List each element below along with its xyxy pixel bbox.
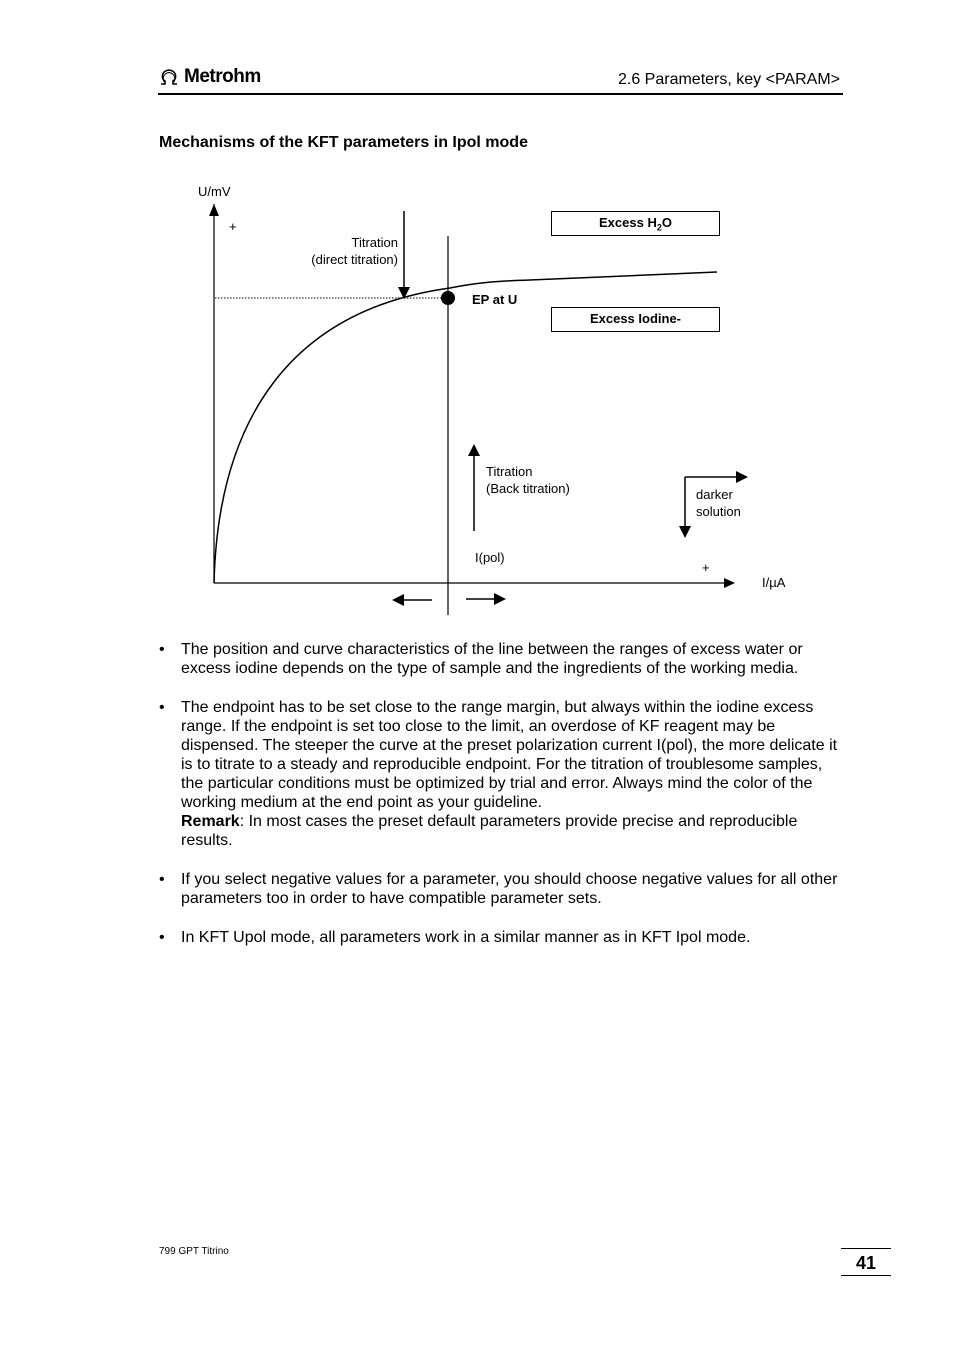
bullet-text: The position and curve characteristics of the line between the ranges of excess water or excess iodine depends on the type of sample and the ingredients of the working media. bbox=[181, 641, 803, 677]
y-axis-label: U/mV bbox=[198, 184, 231, 199]
y-plus-label: + bbox=[229, 219, 237, 234]
x-axis-label: I/µA bbox=[762, 575, 786, 590]
darker-line2: solution bbox=[696, 504, 741, 519]
remark-text: : In most cases the preset default parameters provide precise and reproducible results. bbox=[181, 813, 798, 849]
back-titration-label bbox=[486, 463, 570, 497]
bullet-text: In KFT Upol mode, all parameters work in a similar manner as in KFT Ipol mode. bbox=[181, 929, 751, 946]
bullet-text: If you select negative values for a parameter, you should choose negative values for all other parameters too in order to have compatible parameter sets. bbox=[181, 871, 838, 907]
logo-text: Metrohm bbox=[184, 66, 261, 87]
direct-titration-line1: Titration bbox=[351, 235, 398, 250]
excess-h2o-suffix: O bbox=[661, 215, 672, 230]
footer-device: 799 GPT Titrino bbox=[159, 1246, 229, 1257]
back-titration-arrowhead bbox=[468, 444, 480, 456]
back-titration-line1: Titration bbox=[486, 464, 533, 479]
y-axis-arrowhead bbox=[209, 204, 219, 216]
bullet-text: The endpoint has to be set close to the range margin, but always within the iodine excess range. If the endpoint is set too close to the limit, an overdose of KF reagent may be dispensed. The steeper the curve at the preset polarization current I(pol), the more delicate it is to titrate to a steady and reproducible endpoint. For the titration of troublesome samples, the particular conditions must be optimized by trial and error. Always mind the color of the working medium at the end point as your guideline. bbox=[181, 699, 838, 811]
excess-iodine-box: Excess Iodine- bbox=[551, 307, 720, 332]
excess-h2o-box bbox=[551, 211, 720, 236]
right-arrowhead bbox=[494, 593, 506, 605]
page-number: 41 bbox=[841, 1248, 891, 1276]
darker-down-arrowhead bbox=[679, 526, 691, 538]
section-title: 2.6 Parameters, key <PARAM> bbox=[617, 71, 840, 88]
excess-h2o-prefix: Excess H bbox=[599, 215, 657, 230]
page-heading: Mechanisms of the KFT parameters in Ipol mode bbox=[159, 134, 528, 151]
bullet-list bbox=[159, 640, 844, 967]
bullet-item bbox=[159, 698, 844, 850]
bullet-item bbox=[159, 870, 844, 908]
bullet-item bbox=[159, 640, 844, 678]
ep-label: EP at U bbox=[472, 292, 518, 307]
direct-titration-line2: (direct titration) bbox=[311, 252, 398, 267]
back-titration-line2: (Back titration) bbox=[486, 481, 570, 496]
remark-label: Remark bbox=[181, 813, 240, 830]
darker-right-arrowhead bbox=[736, 471, 748, 483]
x-axis-arrowhead bbox=[724, 578, 735, 588]
darker-solution-label bbox=[696, 486, 741, 520]
excess-h2o-subscript: 2 bbox=[656, 222, 662, 233]
bullet-item bbox=[159, 928, 844, 947]
darker-line1: darker bbox=[696, 487, 733, 502]
direct-titration-label bbox=[280, 234, 398, 268]
direct-titration-arrowhead bbox=[398, 287, 410, 299]
ep-point bbox=[441, 291, 455, 305]
kft-mechanism-diagram bbox=[0, 0, 954, 640]
left-arrowhead bbox=[392, 594, 404, 606]
x-plus-label: + bbox=[702, 560, 710, 575]
ipol-label: I(pol) bbox=[475, 550, 505, 565]
